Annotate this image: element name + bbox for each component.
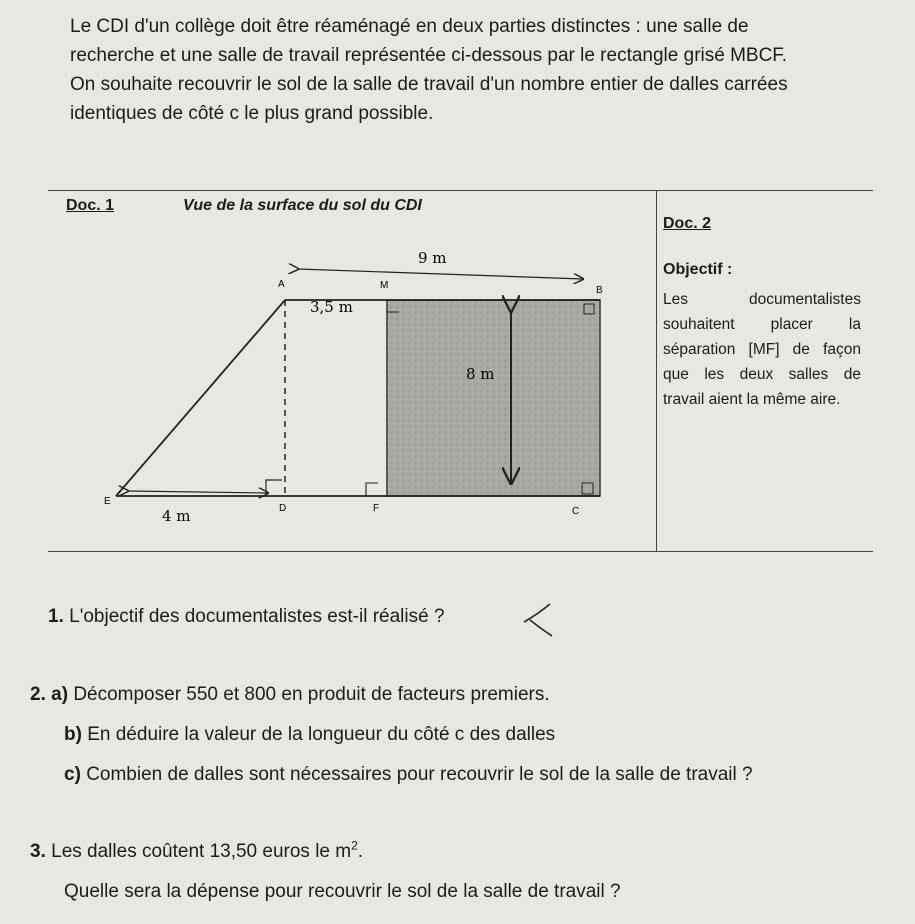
- problem-statement: [70, 14, 890, 130]
- q3-exponent: 2: [351, 838, 358, 853]
- doc2-title: Objectif :: [663, 261, 733, 278]
- question-3: [30, 840, 363, 864]
- question-2b: [64, 723, 555, 747]
- question-3-prompt: [64, 880, 621, 904]
- dimension-arrow-9m: [298, 269, 583, 279]
- doc1-caption: Vue de la surface du sol du CDI: [183, 197, 422, 214]
- point-m: M: [380, 280, 389, 291]
- point-e: E: [104, 496, 111, 507]
- intro-line-2: recherche et une salle de travail représentée ci-dessous par le rectangle grisé MBCF.: [70, 45, 788, 66]
- documents-table: [48, 190, 873, 552]
- question-2a: [30, 683, 550, 707]
- doc2-objective-text: Les documentalistes souhaitent placer la séparation [MF] de façon que les deux salles de travail aient la même aire.: [663, 291, 861, 408]
- doc1-label: Doc. 1: [66, 197, 115, 214]
- right-angle-f: [366, 483, 378, 496]
- q1-text: L'objectif des documentalistes est-il réalisé ?: [69, 606, 445, 627]
- dimension-arrow-4m: [128, 491, 268, 493]
- label-4m: 4 m: [162, 507, 191, 525]
- q2c-number: c): [64, 764, 81, 785]
- point-c: C: [572, 506, 580, 517]
- label-3-5m: 3,5 m: [310, 298, 353, 316]
- q1-number: 1.: [48, 606, 64, 627]
- intro-line-1: Le CDI d'un collège doit être réaménagé en deux parties distinctes : une salle de: [70, 16, 749, 37]
- label-8m: 8 m: [466, 365, 495, 383]
- label-9m: 9 m: [418, 249, 447, 267]
- point-b: B: [596, 285, 603, 296]
- question-1: [48, 605, 445, 629]
- q2a-number: 2. a): [30, 684, 69, 705]
- doc2-panel: [656, 191, 865, 551]
- point-a: A: [278, 279, 285, 290]
- q3-question-text: Quelle sera la dépense pour recouvrir le sol de la salle de travail ?: [64, 881, 621, 902]
- right-angle-d: [266, 480, 282, 496]
- point-f: F: [373, 503, 380, 514]
- intro-line-4: identiques de côté c le plus grand possible.: [70, 103, 434, 124]
- segment-ea: [116, 300, 285, 496]
- handwritten-check-mark: [518, 600, 568, 640]
- q2a-text: Décomposer 550 et 800 en produit de facteurs premiers.: [73, 684, 550, 705]
- q2b-text: En déduire la valeur de la longueur du côté c des dalles: [87, 724, 556, 745]
- q3-number: 3.: [30, 841, 46, 862]
- q3-text: Les dalles coûtent 13,50 euros le m: [51, 841, 352, 862]
- doc1-panel: [48, 191, 656, 551]
- question-2c: [64, 763, 753, 787]
- floor-plan-figure: [48, 191, 656, 551]
- intro-line-3: On souhaite recouvrir le sol de la salle de travail d'un nombre entier de dalles carrées: [70, 74, 788, 95]
- point-d: D: [279, 503, 287, 514]
- work-room-mbcf: [387, 300, 600, 496]
- q3-period: .: [357, 841, 364, 862]
- q2c-text: Combien de dalles sont nécessaires pour recouvrir le sol de la salle de travail ?: [86, 764, 753, 785]
- doc2-label: Doc. 2: [663, 215, 712, 232]
- q2b-number: b): [64, 724, 82, 745]
